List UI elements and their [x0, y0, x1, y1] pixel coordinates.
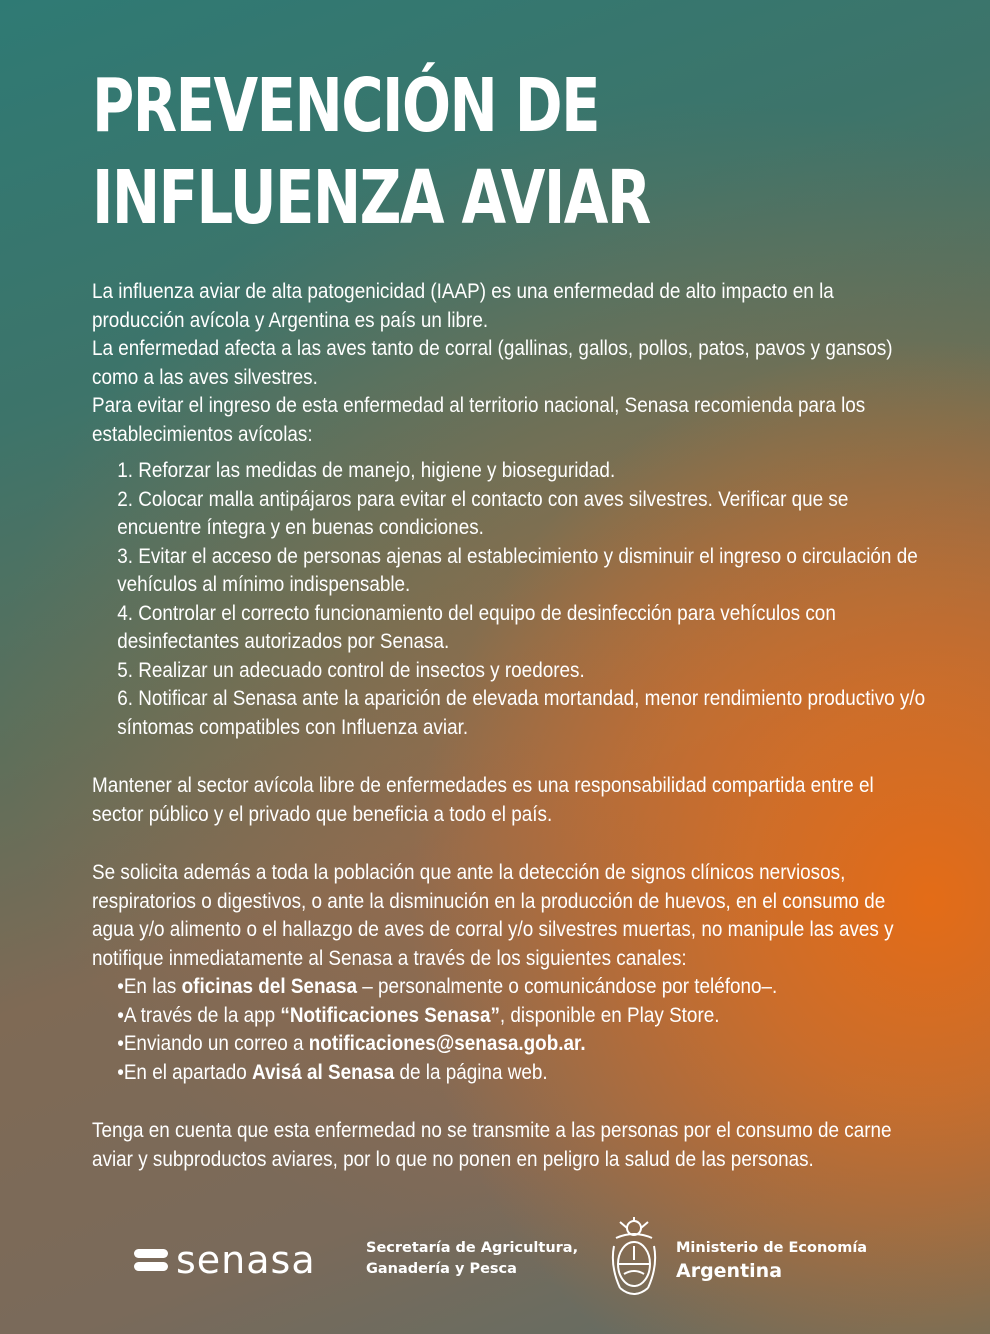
channel-highlight: notificaciones@senasa.gob.ar.	[308, 1032, 586, 1055]
intro-paragraph-2: La enfermedad afecta a las aves tanto de corral (gallinas, gallos, pollos, patos, pavos y gansos) como a las aves silvestres.	[92, 337, 893, 389]
channel-highlight: “Notificaciones Senasa”	[280, 1003, 500, 1027]
channels-list	[117, 973, 929, 1087]
recommendation-item: 6. Notificar al Senasa ante la aparición de elevada mortandad, menor rendimiento productivo y/o síntomas compatibles con Influenza aviar.	[117, 687, 926, 739]
intro-paragraph-3: Para evitar el ingreso de esta enfermedad al territorio nacional, Senasa recomienda para los establecimientos avícolas:	[92, 394, 866, 446]
channel-item: • A través de la app “Notificaciones Senasa”, disponible en Play Store.	[117, 1002, 929, 1031]
senasa-logo-mark-icon	[134, 1247, 168, 1273]
recommendation-item: 2. Colocar malla antipájaros para evitar el contacto con aves silvestres. Verificar que se encuentre íntegra y en buenas condiciones.	[117, 487, 849, 539]
footer	[0, 1210, 990, 1310]
body-content	[92, 278, 929, 1174]
recommendation-item: 3. Evitar el acceso de personas ajenas al establecimiento y disminuir el ingreso o circulación de vehículos al mínimo indispensable.	[117, 544, 918, 596]
argentina-coat-of-arms-icon	[606, 1216, 662, 1304]
senasa-logo	[134, 1240, 316, 1280]
channel-item: • En el apartado Avisá al Senasa de la página web.	[117, 1059, 929, 1088]
recommendation-item: 1. Reforzar las medidas de manejo, higiene y bioseguridad.	[117, 459, 616, 482]
senasa-logo-word: senasa	[176, 1238, 316, 1282]
channel-item: • En las oficinas del Senasa – personalmente o comunicándose por teléfono–.	[117, 973, 929, 1002]
intro-paragraph-1: La influenza aviar de alta patogenicidad (IAAP) es una enfermedad de alto impacto en la producción avícola y Argentina es país un libre.	[92, 280, 834, 332]
channel-highlight: oficinas del Senasa	[181, 975, 358, 998]
secretaria-label: Secretaría de Agricultura, Ganadería y Pesca	[366, 1240, 579, 1277]
title-line-1: PREVENCIÓN DE	[92, 63, 599, 149]
recommendation-item: 4. Controlar el correcto funcionamiento del equipo de desinfección para vehículos con desinfectantes autorizados por Senasa.	[117, 601, 836, 653]
title-line-2: INFLUENZA AVIAR	[92, 155, 650, 241]
page-title	[92, 60, 650, 244]
recommendation-item: 5. Realizar un adecuado control de insectos y roedores.	[117, 658, 585, 682]
request-paragraph: Se solicita además a toda la población que ante la detección de signos clínicos nerviosos, respiratorios o digestivos, o ante la disminución en la producción de huevos, en el consumo de agua y/o alimento o el hallazgo de aves de corral y/o silvestres muertas, no manipule las aves y notifique inmediatamente al Senasa a través de los siguientes canales:	[92, 861, 894, 970]
shared-responsibility-paragraph: Mantener al sector avícola libre de enfermedades es una responsabilidad compartida entre el sector público y el privado que beneficia a todo el país.	[92, 774, 874, 826]
ministerio-label: Ministerio de Economía Argentina	[676, 1240, 868, 1282]
closing-paragraph: Tenga en cuenta que esta enfermedad no se transmite a las personas por el consumo de carne aviar y subproductos aviares, por lo que no ponen en peligro la salud de las personas.	[92, 1119, 892, 1171]
channel-item: • Enviando un correo a notificaciones@senasa.gob.ar.	[117, 1030, 929, 1059]
channel-highlight: Avisá al Senasa	[252, 1060, 395, 1084]
recommendations-list	[117, 457, 929, 742]
